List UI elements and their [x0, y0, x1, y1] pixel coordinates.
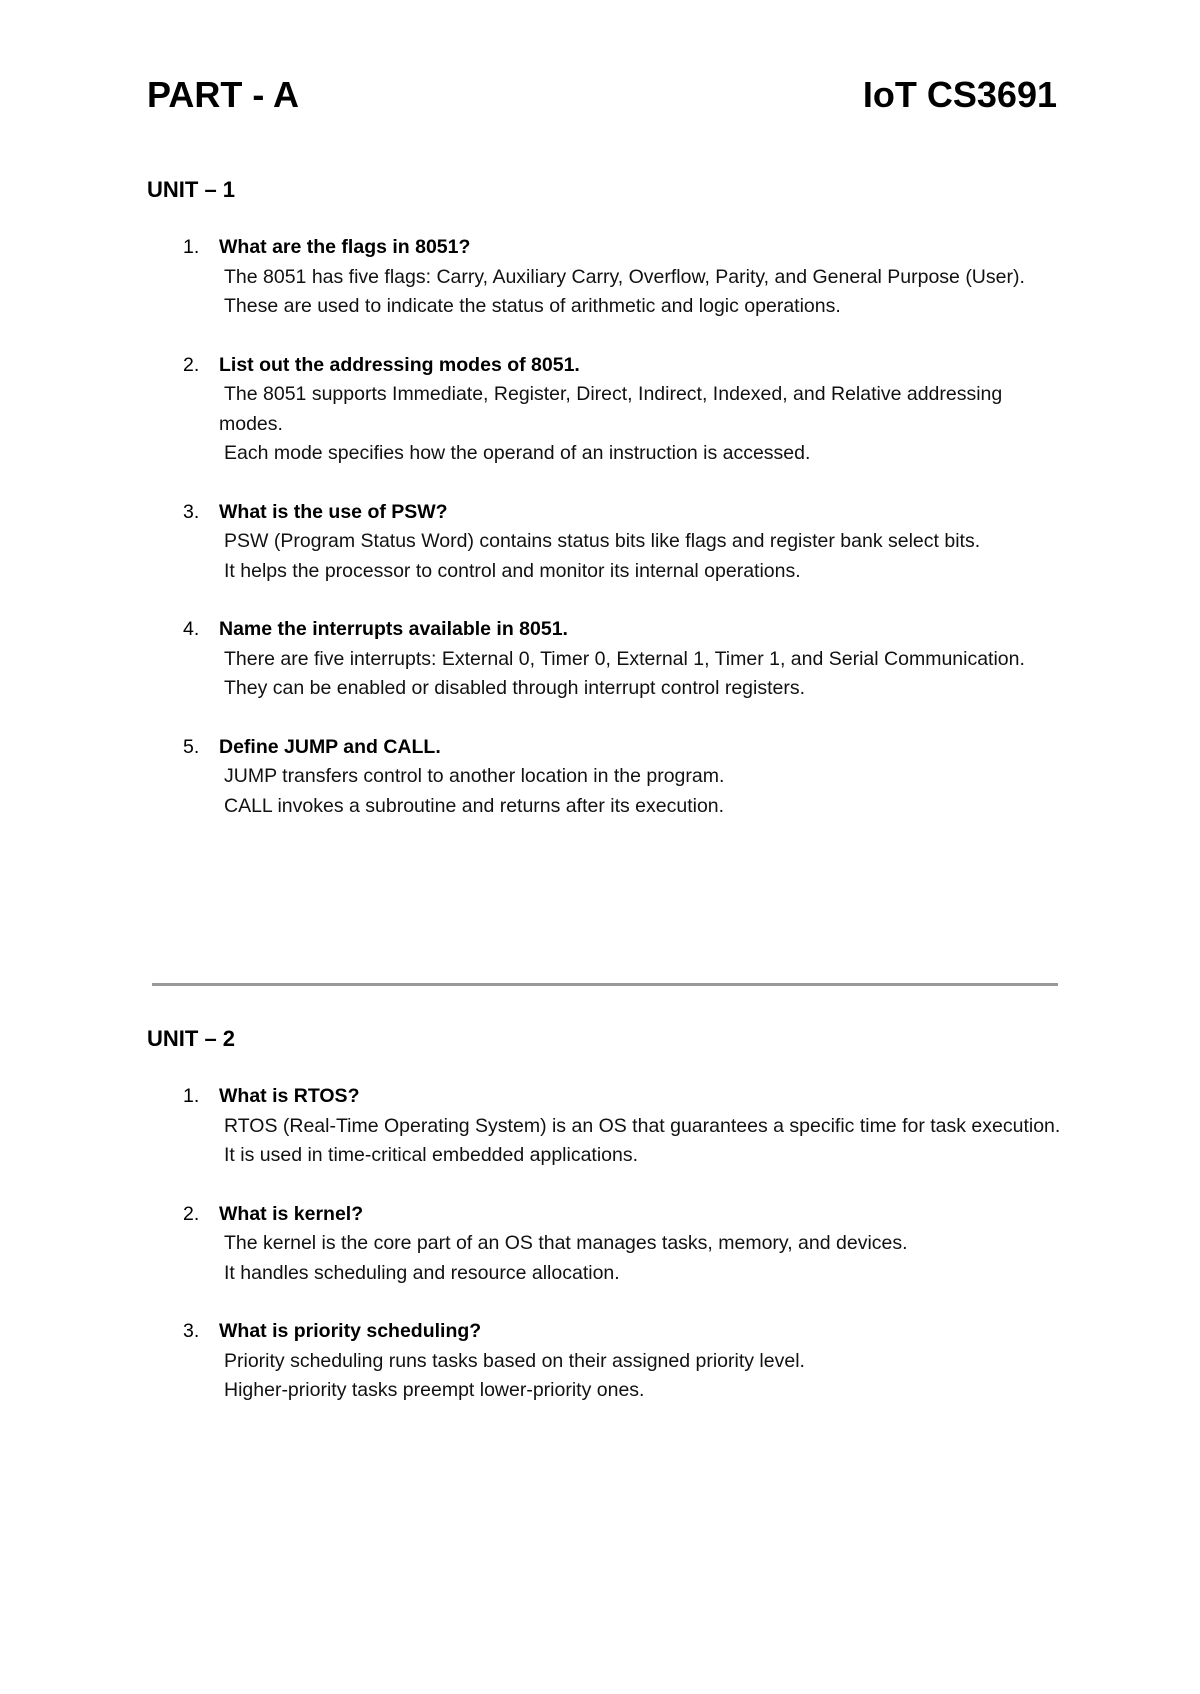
- answer-line: They can be enabled or disabled through interrupt control registers.: [224, 677, 806, 699]
- answer-line: PSW (Program Status Word) contains status bits like flags and register bank select bits.: [224, 530, 981, 552]
- question-number: 2.: [183, 353, 200, 376]
- answer-line: Each mode specifies how the operand of an instruction is accessed.: [224, 442, 811, 464]
- question-number: 2.: [183, 1202, 200, 1225]
- list-item: [147, 498, 1067, 587]
- unit-1-question-list: [147, 233, 1067, 850]
- question-text: What is RTOS?: [219, 1085, 360, 1107]
- list-item: [147, 733, 1067, 822]
- question-text: Name the interrupts available in 8051.: [219, 618, 568, 640]
- list-item: [147, 615, 1067, 704]
- question-text: What is the use of PSW?: [219, 500, 448, 523]
- unit-2-question-list: [147, 1082, 1067, 1435]
- part-title: PART - A: [147, 74, 299, 115]
- list-item: [147, 233, 1067, 322]
- list-item: [147, 351, 1067, 469]
- answer-line: It is used in time-critical embedded applications.: [224, 1144, 639, 1166]
- section-divider: [152, 983, 1058, 986]
- question-number: 4.: [183, 618, 200, 640]
- question-text: What is kernel?: [219, 1202, 364, 1225]
- page-header: [147, 72, 1057, 122]
- question-text: List out the addressing modes of 8051.: [219, 353, 580, 376]
- answer-line: These are used to indicate the status of arithmetic and logic operations.: [224, 295, 841, 317]
- list-item: [147, 1200, 1067, 1289]
- answer-line: CALL invokes a subroutine and returns after its execution.: [224, 794, 725, 817]
- answer-line: Higher-priority tasks preempt lower-priority ones.: [224, 1379, 645, 1401]
- question-number: 3.: [183, 500, 200, 523]
- answer-line: It helps the processor to control and monitor its internal operations.: [224, 559, 801, 582]
- question-number: 1.: [183, 1085, 200, 1107]
- question-text: Define JUMP and CALL.: [219, 735, 441, 758]
- answer-line: It handles scheduling and resource allocation.: [224, 1261, 620, 1284]
- answer-line: The 8051 has five flags: Carry, Auxiliary Carry, Overflow, Parity, and General Purpose (User).: [224, 265, 1025, 288]
- list-item: [147, 1082, 1067, 1171]
- answer-line: Priority scheduling runs tasks based on their assigned priority level.: [224, 1349, 805, 1372]
- question-number: 3.: [183, 1320, 200, 1342]
- question-text: What is priority scheduling?: [219, 1320, 482, 1342]
- unit-1-heading: UNIT – 1: [147, 177, 236, 202]
- course-code: IoT CS3691: [862, 74, 1057, 115]
- answer-line: There are five interrupts: External 0, Timer 0, External 1, Timer 1, and Serial Communication.: [224, 647, 1025, 670]
- question-number: 5.: [183, 735, 200, 758]
- answer-line: RTOS (Real-Time Operating System) is an OS that guarantees a specific time for task execution.: [224, 1114, 1061, 1137]
- answer-line: JUMP transfers control to another location in the program.: [224, 765, 725, 787]
- question-number: 1.: [183, 236, 200, 258]
- question-text: What are the flags in 8051?: [219, 236, 471, 258]
- answer-line: The 8051 supports Immediate, Register, Direct, Indirect, Indexed, and Relative addressing modes.: [219, 383, 1003, 435]
- list-item: [147, 1317, 1067, 1406]
- unit-2-heading: UNIT – 2: [147, 1026, 236, 1051]
- answer-line: The kernel is the core part of an OS that manages tasks, memory, and devices.: [224, 1232, 908, 1254]
